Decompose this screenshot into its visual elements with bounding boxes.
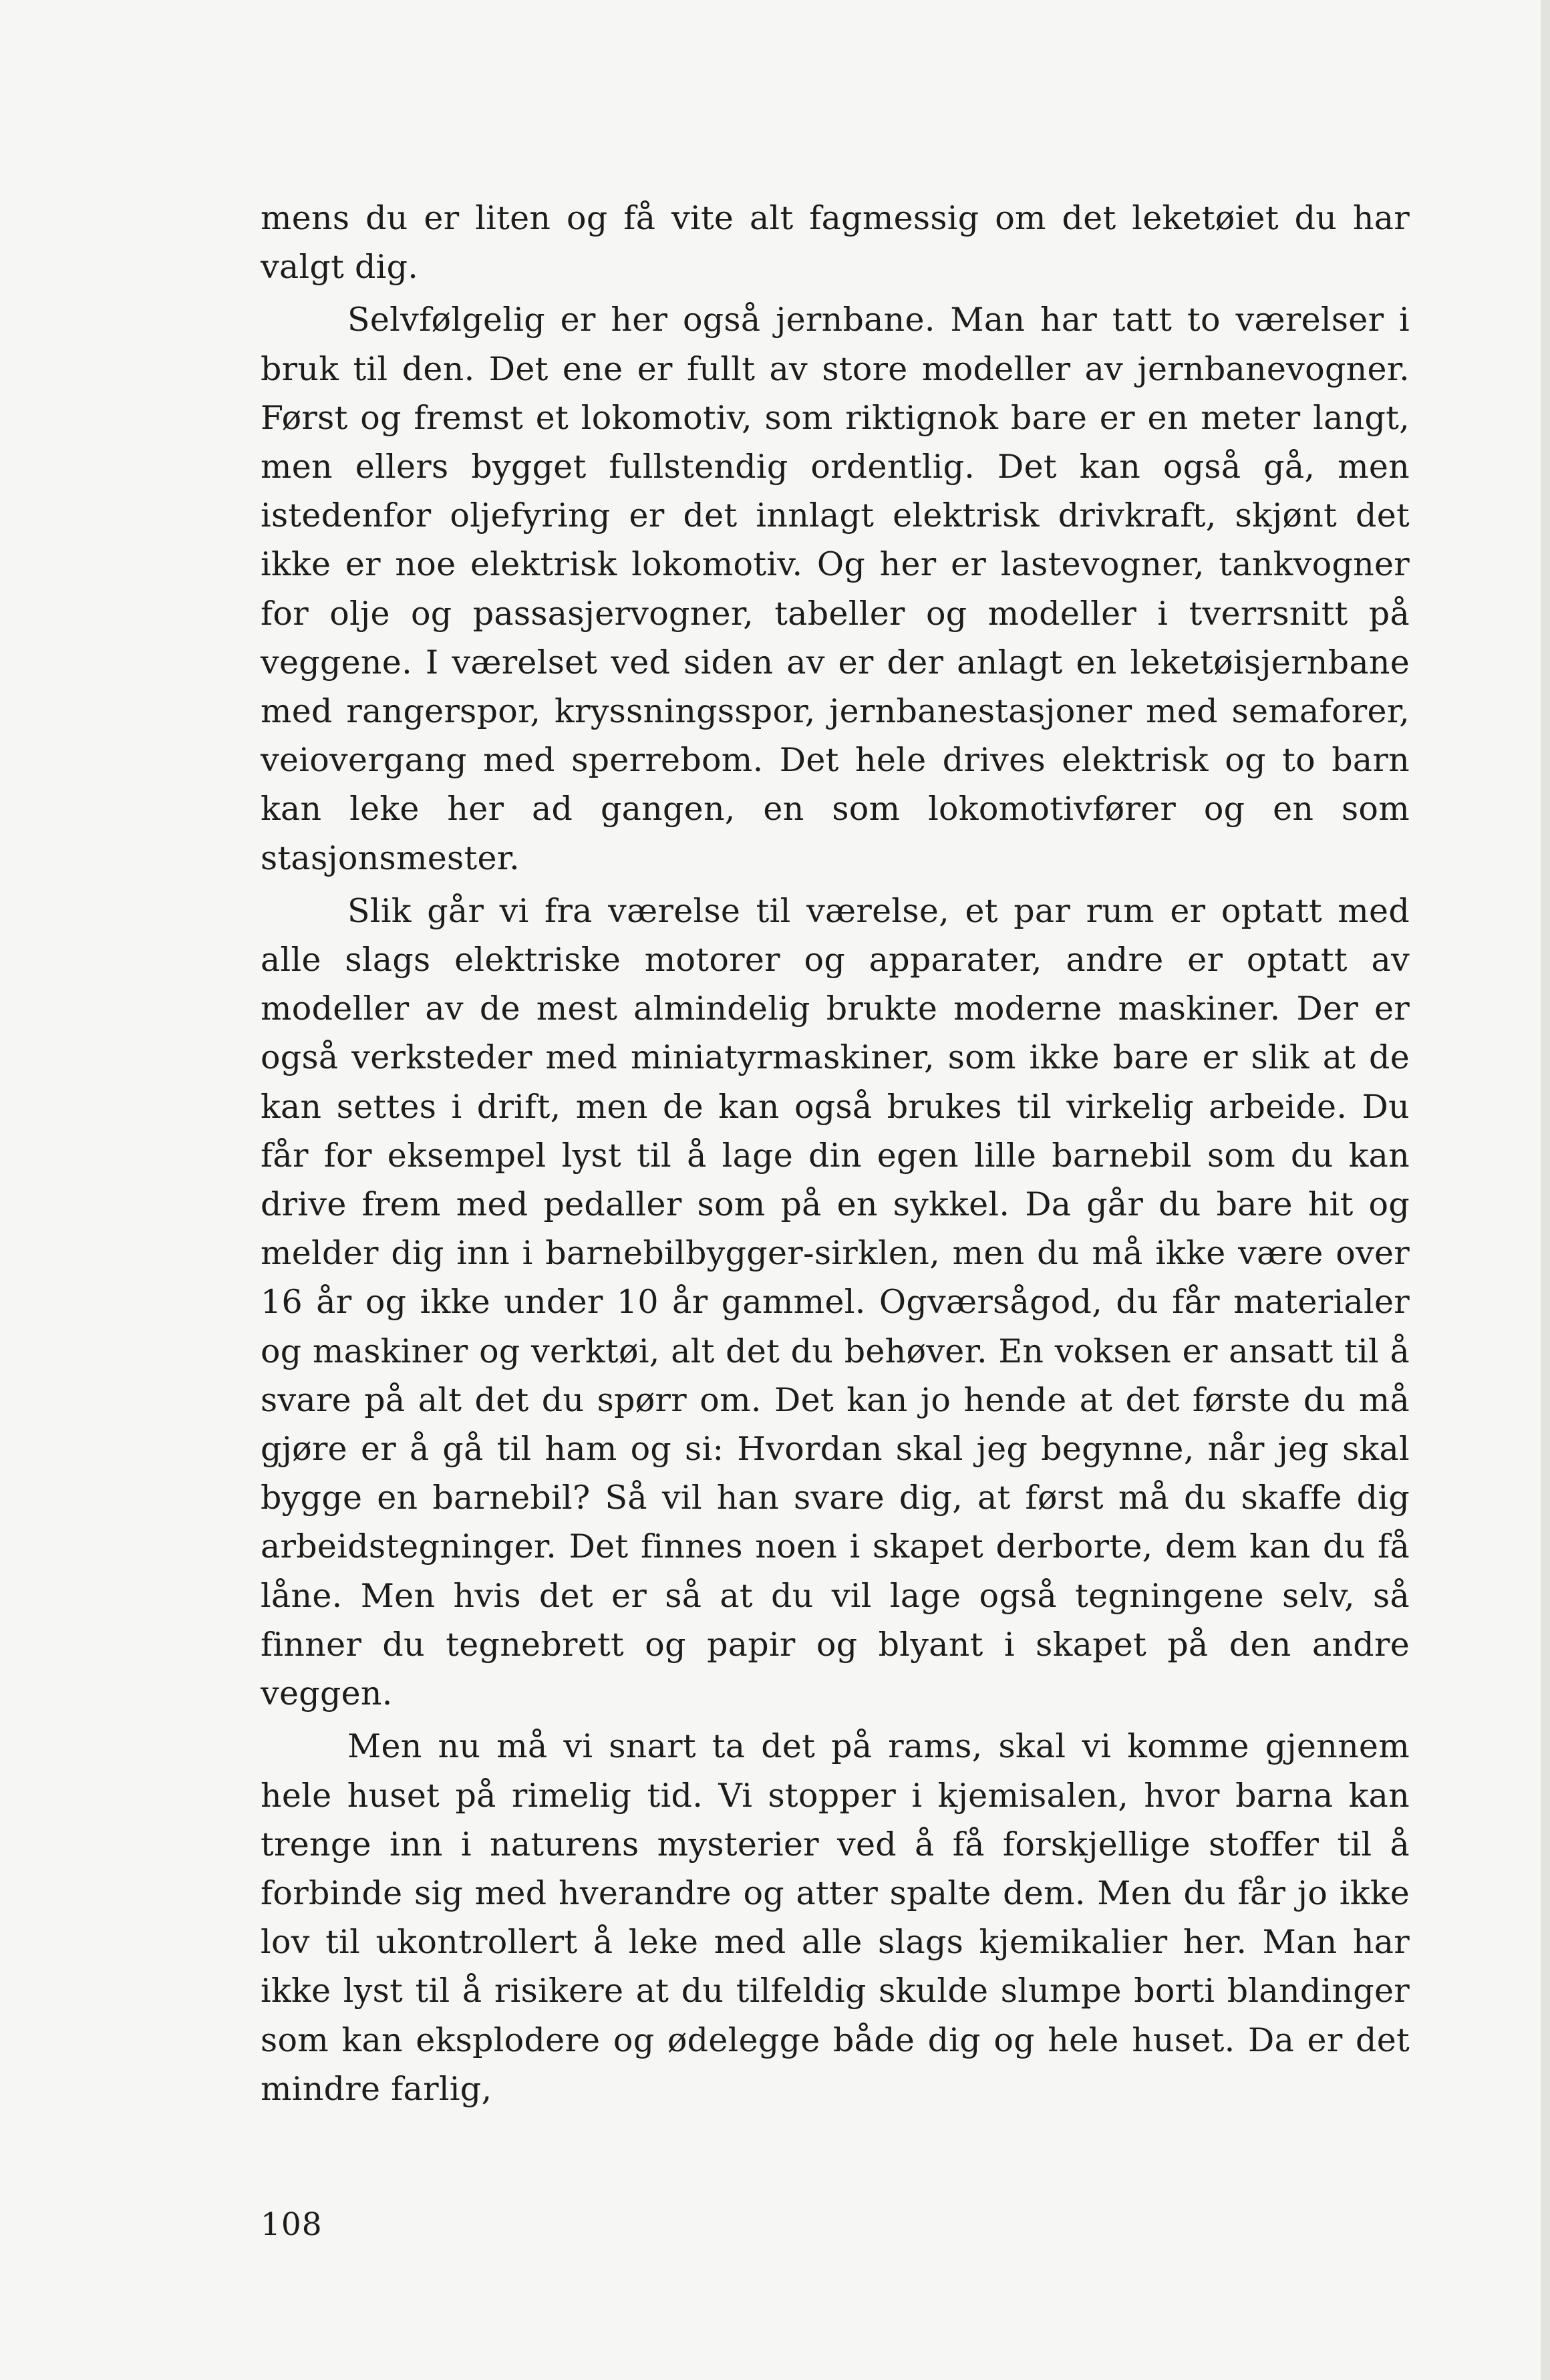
paragraph-2: Selvfølgelig er her også jernbane. Man har tatt to værelser i bruk til den. Det ene er fullt av store modeller av jernbanevogner. Først og fremst et lokomotiv, som riktignok bare er en meter langt, men ellers bygget fullstendig ordentlig. Det kan også gå, men istedenfor oljefyring er det innlagt elektrisk drivkraft, skjønt det ikke er noe elektrisk lokomotiv. Og her er lastevogner, tankvogner for olje og passasjervogner, tabeller og modeller i tverrsnitt på veggene. I værelset ved siden av er der anlagt en leketøisjernbane med rangerspor, kryssningsspor, jernbanestasjoner med semaforer, veiovergang med sperrebom. Det hele drives elektrisk og to barn kan leke her ad gangen, en som lokomotivfører og en som stasjonsmester.: [261, 301, 1410, 877]
paragraph-1: mens du er liten og få vite alt fagmessig om det leketøiet du har valgt dig.: [261, 199, 1410, 287]
page-number: 108: [261, 2206, 323, 2243]
paragraph-4: Men nu må vi snart ta det på rams, skal vi komme gjennem hele huset på rimelig tid. Vi stopper i kjemisalen, hvor barna kan trenge inn i naturens mysterier ved å få forskjellige stoffer til å forbinde sig med hverandre og atter spalte dem. Men du får jo ikke lov til ukontrollert å leke med alle slags kjemikalier her. Man har ikke lyst til å risikere at du tilfeldig skulde slumpe borti blandinger som kan eksplodere og ødelegge både dig og hele huset. Da er det mindre farlig,: [261, 1727, 1410, 2108]
paragraph-3: Slik går vi fra værelse til værelse, et par rum er optatt med alle slags elektriske motorer og apparater, andre er optatt av modeller av de mest almindelig brukte moderne maskiner. Der er også verksteder med miniatyrmaskiner, som ikke bare er slik at de kan settes i drift, men de kan også brukes til virkelig arbeide. Du får for eksempel lyst til å lage din egen lille barnebil som du kan drive frem med pedaller som på en sykkel. Da går du bare hit og melder dig inn i barnebilbygger-sirklen, men du må ikke være over 16 år og ikke under 10 år gammel. Ogværsågod, du får materialer og maskiner og verktøi, alt det du behøver. En voksen er ansatt til å svare på alt det du spørr om. Det kan jo hende at det første du må gjøre er å gå til ham og si: Hvordan skal jeg begynne, når jeg skal bygge en barnebil? Så vil han svare dig, at først må du skaffe dig arbeidstegninger. Det finnes noen i skapet derborte, dem kan du få låne. Men hvis det er så at du vil lage også tegningene selv, så finner du tegnebrett og papir og blyant i skapet på den andre veggen.: [261, 891, 1410, 1713]
book-page-text-block: [261, 194, 1410, 2113]
scan-edge: [1541, 0, 1550, 2380]
